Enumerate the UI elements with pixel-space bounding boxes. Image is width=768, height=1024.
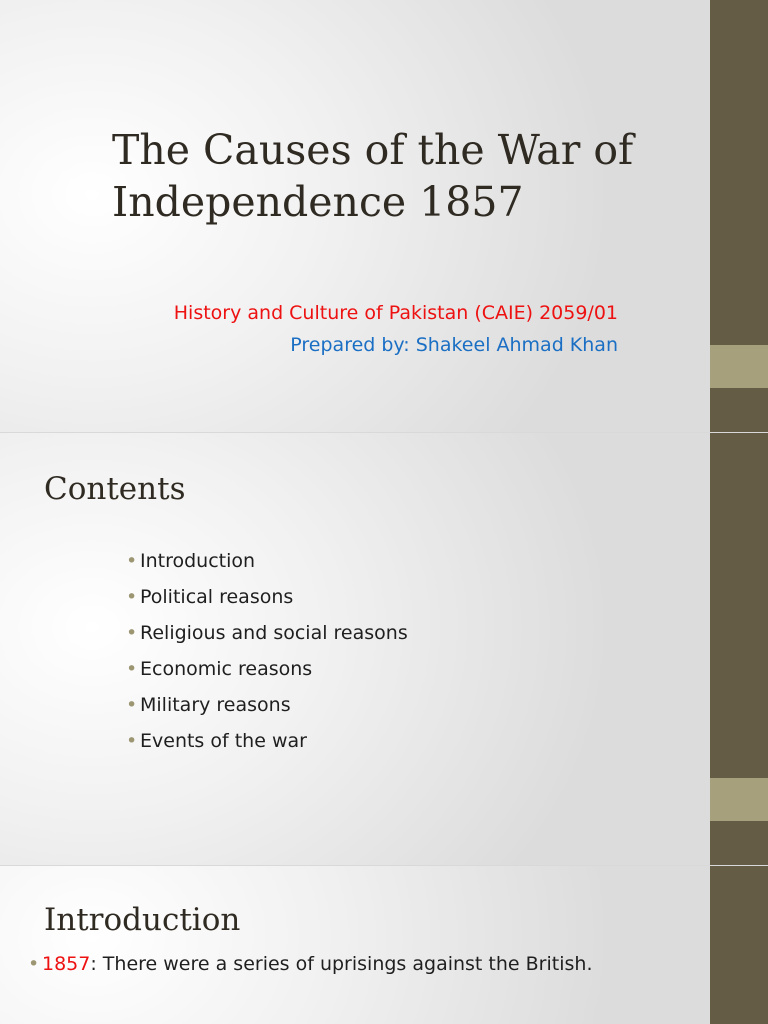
contents-item-label: Introduction [140,550,256,572]
bullet-text: : There were a series of uprisings against the British. [90,953,593,975]
bullet-icon: • [126,694,138,716]
contents-item [126,723,408,759]
side-band [710,0,768,345]
contents-item-label: Military reasons [140,694,291,716]
bullet-icon: • [126,622,138,644]
side-band [710,433,768,778]
contents-slide [0,433,768,865]
contents-list [126,543,408,759]
contents-item-label: Events of the war [140,730,307,752]
bullet-icon: • [126,550,138,572]
bullet-icon: • [28,953,40,975]
introduction-bullet [28,950,592,978]
introduction-heading: Introduction [44,902,241,938]
course-subtitle: History and Culture of Pakistan (CAIE) 2059/01 [173,302,618,324]
side-band [710,866,768,1024]
contents-item-label: Economic reasons [140,658,313,680]
slide-title: The Causes of the War of Independence 1857 [112,126,634,226]
bullet-icon: • [126,730,138,752]
year-highlight: 1857 [42,953,91,975]
contents-item [126,543,408,579]
side-band-accent [710,345,768,388]
side-band [710,821,768,865]
contents-heading: Contents [44,471,186,507]
bullet-icon: • [126,586,138,608]
contents-item-label: Religious and social reasons [140,622,408,644]
title-slide [0,0,768,432]
contents-item [126,651,408,687]
contents-item [126,615,408,651]
contents-item [126,579,408,615]
contents-item-label: Political reasons [140,586,294,608]
bullet-icon: • [126,658,138,680]
contents-item [126,687,408,723]
side-band [710,388,768,432]
side-band-accent [710,778,768,821]
author-subtitle: Prepared by: Shakeel Ahmad Khan [290,334,618,356]
introduction-slide [0,866,768,1024]
